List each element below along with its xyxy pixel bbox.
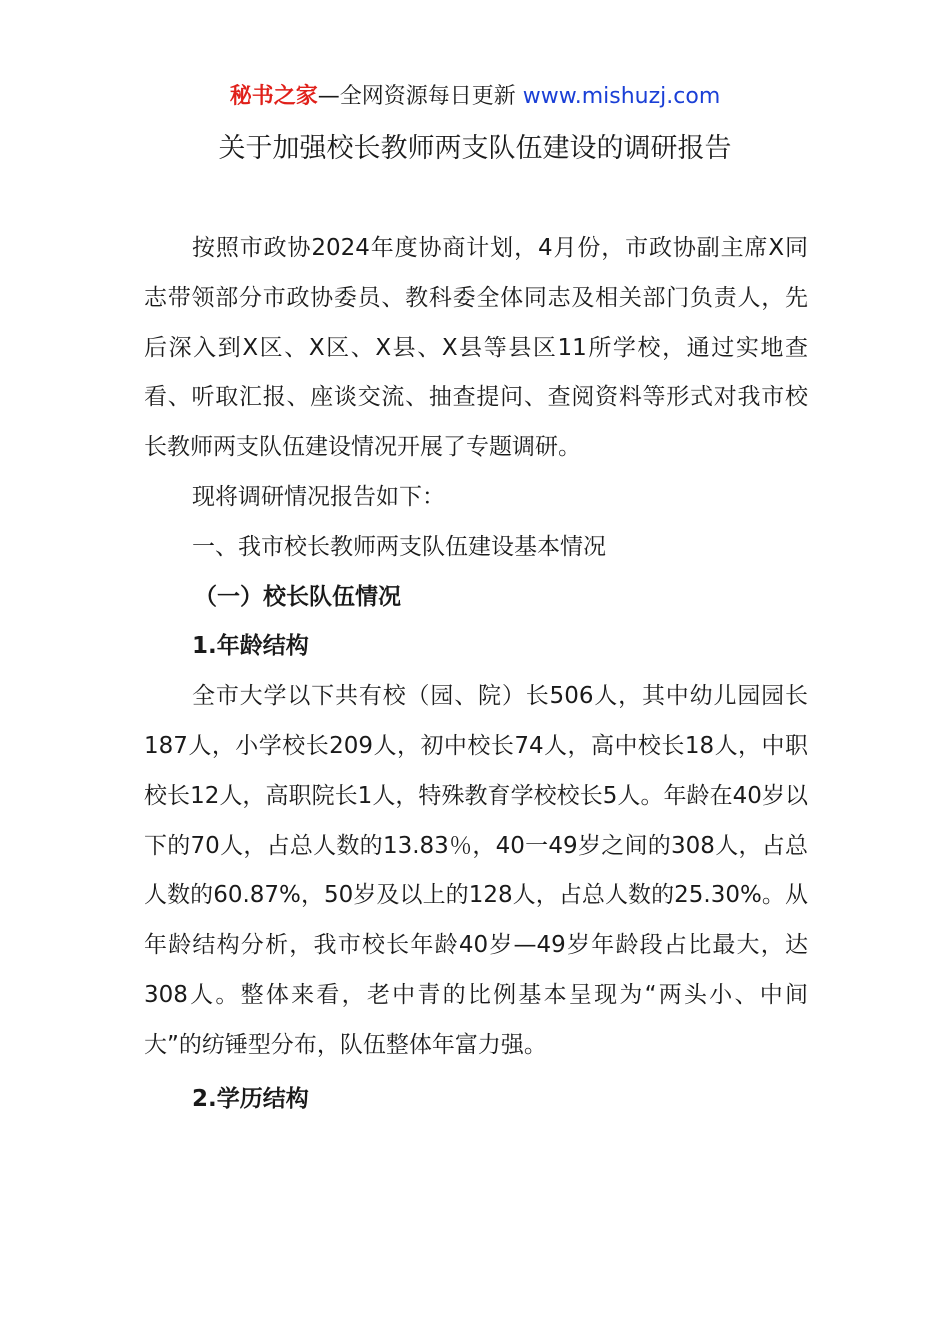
site-url-link[interactable]: www.mishuzj.com <box>522 84 721 109</box>
document-title: 关于加强校长教师两支队伍建设的调研报告 <box>218 133 732 164</box>
age-structure-paragraph: 全市大学以下共有校（园、院）长506人，其中幼儿园园长187人，小学校长209人，初中校长74人，高中校长18人，中职校长12人，高职院长1人，特殊教育学校校长5人。年龄在40岁以下的70人，占总人数的13.83％，40一49岁之间的308人，占总人数的60.87%，50岁及以上的128人，占总人数的25.30%。从年龄结构分析，我市校长年龄40岁—49岁年龄段占比最大，达308人。整体来看，老中青的比例基本呈现为“两头小、中间大”的纺锤型分布，队伍整体年富力强。 <box>144 683 808 1058</box>
document-body <box>144 224 808 1124</box>
item-heading-age-structure: 1.年龄结构 <box>192 633 309 660</box>
site-slogan: —全网资源每日更新 <box>317 84 523 109</box>
site-brand: 秘书之家 <box>229 84 318 109</box>
item-heading-education-structure: 2.学历结构 <box>192 1085 309 1112</box>
site-header <box>0 80 950 114</box>
report-lead-paragraph: 现将调研情况报告如下： <box>192 483 445 510</box>
subsection-heading-1: （一）校长队伍情况 <box>194 583 401 610</box>
section-heading-1: 一、我市校长教师两支队伍建设基本情况 <box>192 533 606 560</box>
intro-paragraph: 按照市政协2024年度协商计划，4月份，市政协副主席X同志带领部分市政协委员、教科委全体同志及相关部门负责人，先后深入到X区、X区、X县、X县等县区11所学校，通过实地查看、听取汇报、座谈交流、抽查提问、查阅资料等形式对我市校长教师两支队伍建设情况开展了专题调研。 <box>144 235 808 461</box>
